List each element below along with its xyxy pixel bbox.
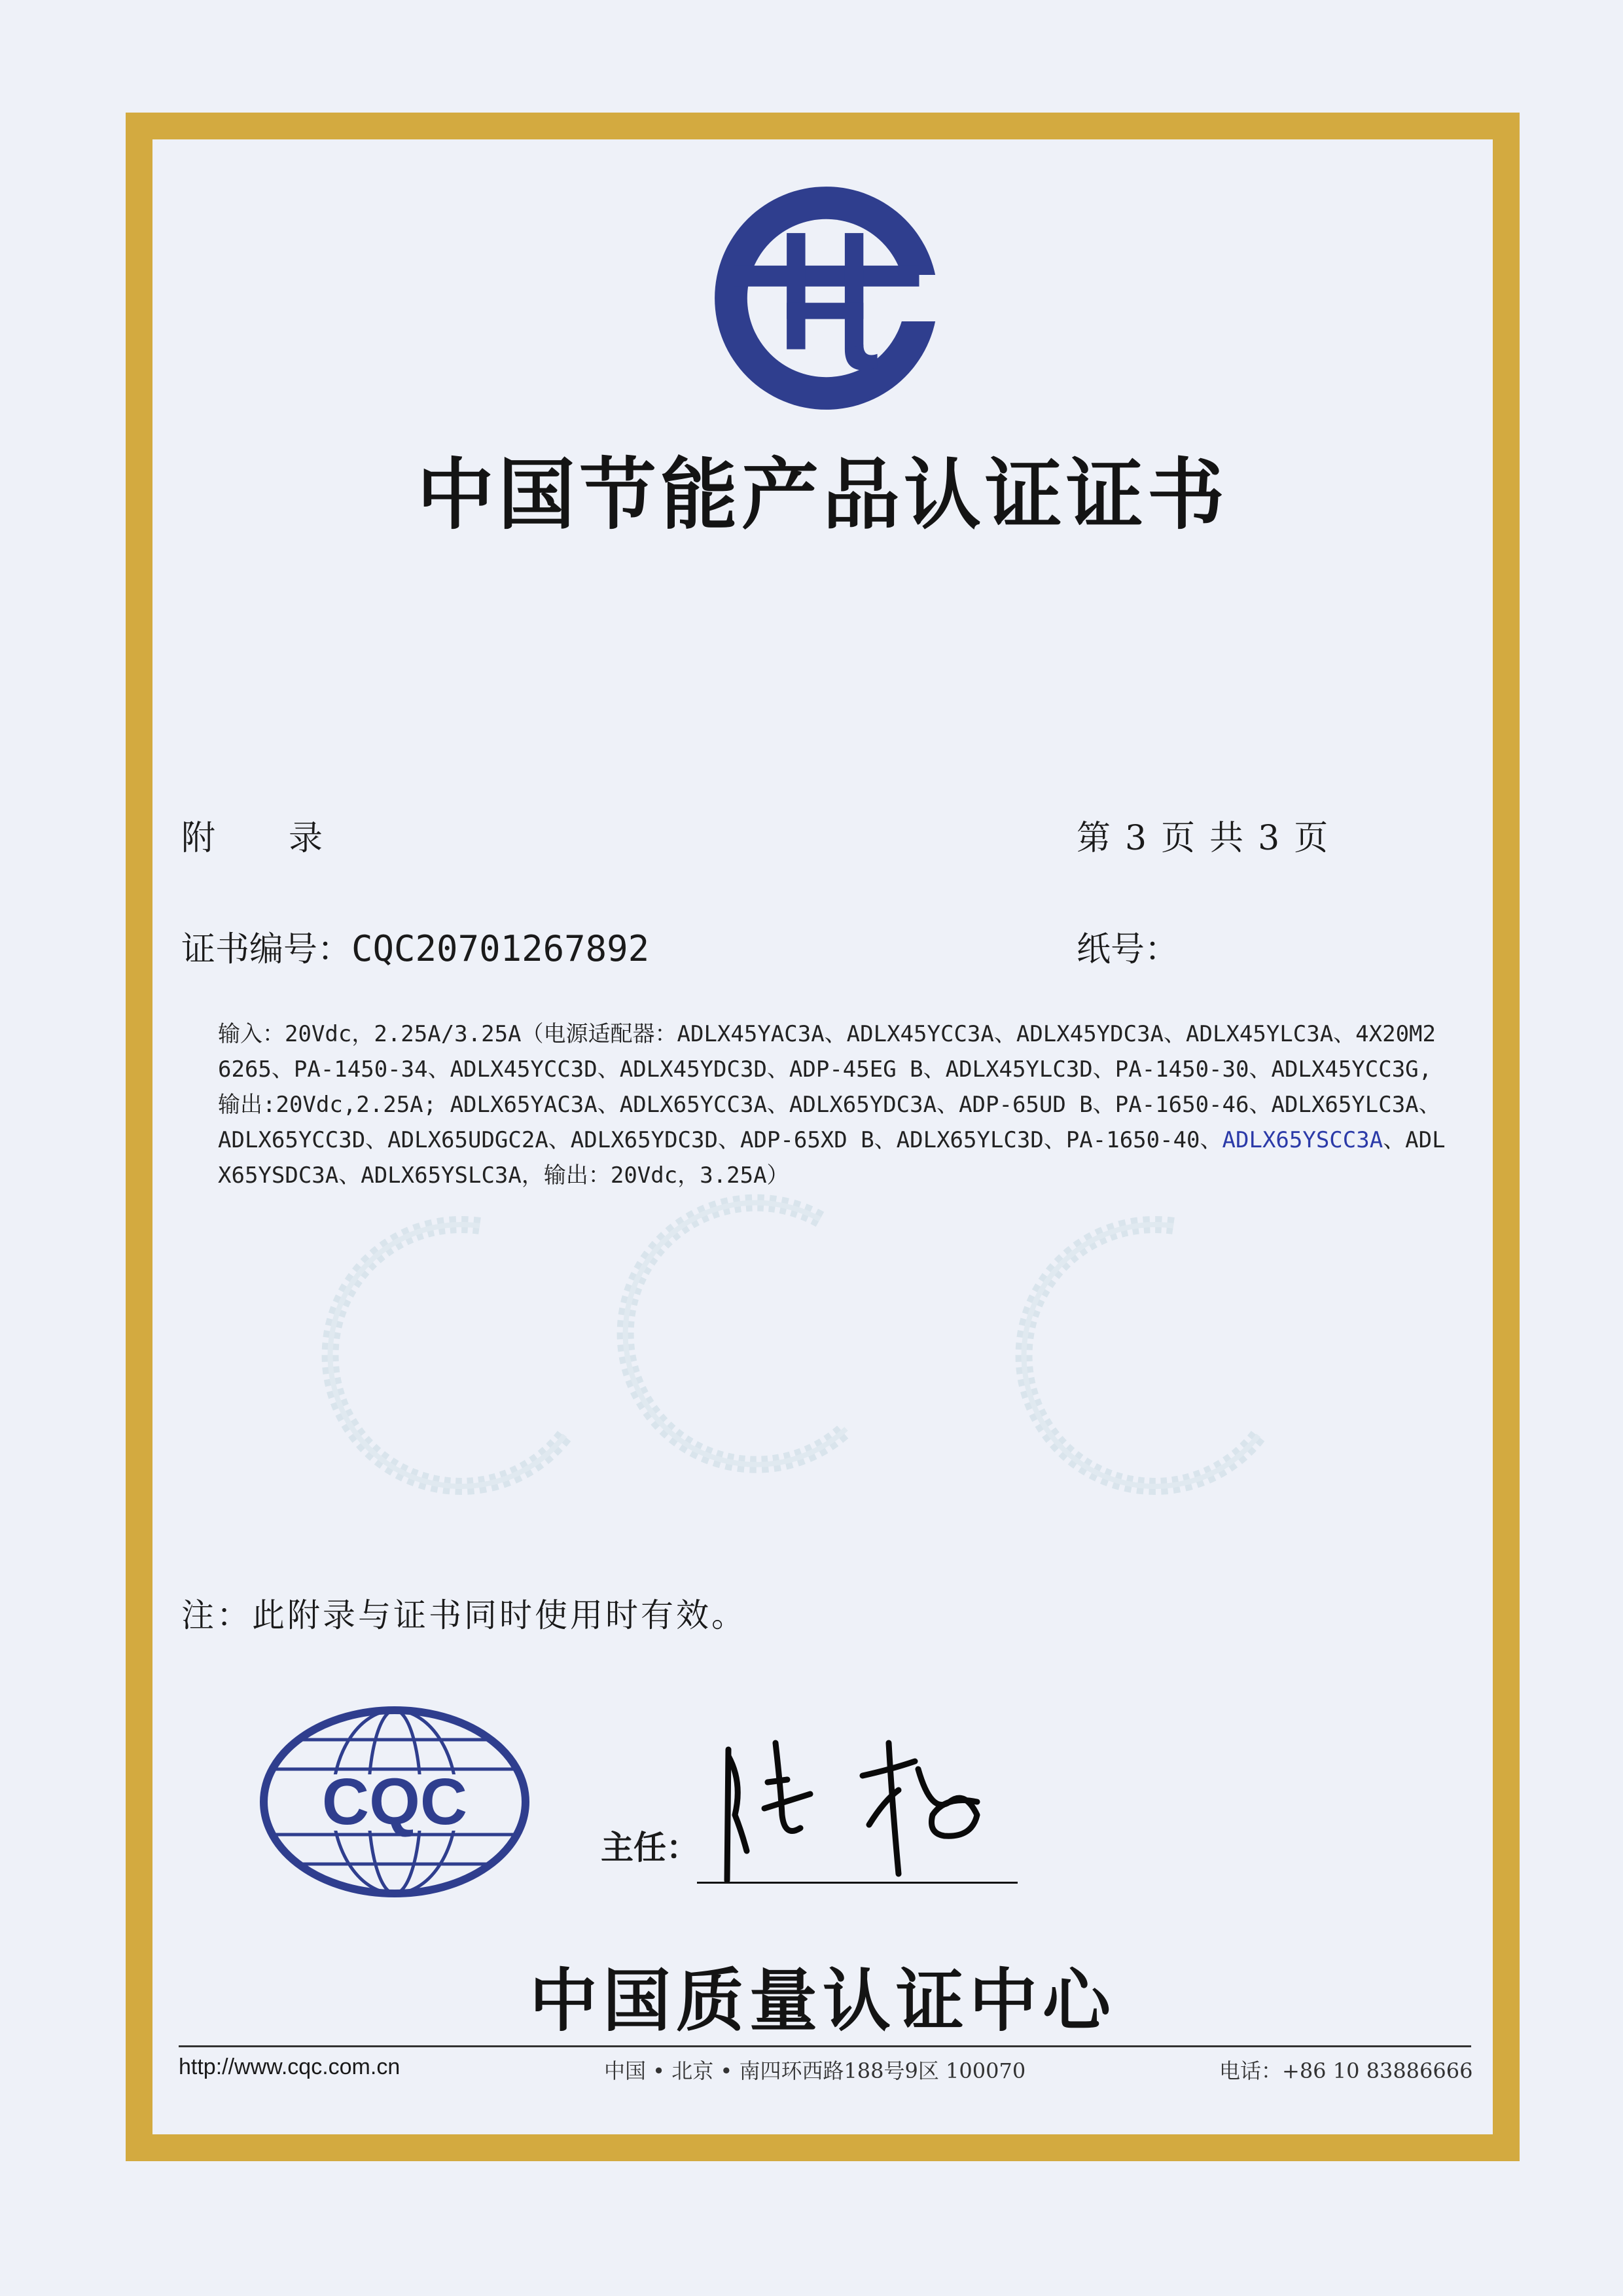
footer-website: http://www.cqc.com.cn: [179, 2054, 401, 2079]
footer-divider: [179, 2045, 1471, 2047]
product-specification-text: [218, 1016, 1448, 1193]
certificate-title: 中国节能产品认证证书: [416, 450, 1228, 540]
spec-text-main: 输入：20Vdc，2.25A/3.25A（电源适配器：ADLX45YAC3A、ADLX45YCC3A、ADLX45YDC3A、ADLX45YLC3A、4X20M26265、PA-1450-34、ADLX45YCC3D、ADLX45YDC3D、ADP-45EG B、ADLX45YLC3D、PA-1450-30、ADLX45YCC3G,输出:20Vdc,2.25A; ADLX65YAC3A、ADLX65YCC3A、ADLX65YDC3A、ADP-65UD B、PA-1650-46、ADLX65YLC3A、ADLX65YCC3D、ADLX65UDGC2A、ADLX65YDC3D、ADP-65XD B、ADLX65YLC3D、PA-1650-40、: [218, 1021, 1441, 1153]
spec-text-highlight: ADLX65YSCC3A: [1222, 1127, 1383, 1153]
director-label: 主任：: [601, 1829, 699, 1867]
issuing-organization: 中国质量认证中心: [529, 1961, 1116, 2041]
certificate-number-row: [181, 922, 649, 971]
certificate-page: [152, 139, 1493, 2134]
director-signature: [702, 1717, 1016, 1887]
cqc-logo-text: CQC: [321, 1765, 468, 1839]
footer-address: 中国 • 北京 • 南四环西路188号9区 100070: [604, 2058, 1026, 2083]
page-indicator: [1077, 810, 1342, 859]
appendix-label-part2: 录: [289, 819, 325, 858]
page-word-di: 第: [1077, 819, 1111, 858]
cqc-logo-icon: [257, 1704, 532, 1900]
page-word-gong: 共: [1209, 819, 1244, 858]
certificate-number-label: 证书编号：: [181, 930, 352, 969]
energy-saving-logo-icon: [710, 182, 942, 414]
appendix-label: [181, 810, 324, 859]
paper-number-label: 纸号：: [1077, 930, 1179, 969]
footer-phone: 电话：+86 10 83886666: [1219, 2058, 1473, 2083]
certificate-gold-frame: [126, 113, 1520, 2161]
signature-line: [697, 1882, 1018, 1884]
appendix-label-part1: 附: [181, 819, 217, 858]
page-total: 3: [1258, 819, 1280, 858]
page-word-ye: 页: [1161, 819, 1196, 858]
spec-text-tail: 、ADLX65YSDC3A、ADLX65YSLC3A，输出：20Vdc，3.25A）: [218, 1127, 1446, 1189]
validity-note: 注：此附录与证书同时使用时有效。: [181, 1596, 747, 1634]
page-word-ye2: 页: [1294, 819, 1329, 858]
certificate-number: CQC20701267892: [351, 928, 650, 969]
page-current: 3: [1125, 819, 1147, 858]
